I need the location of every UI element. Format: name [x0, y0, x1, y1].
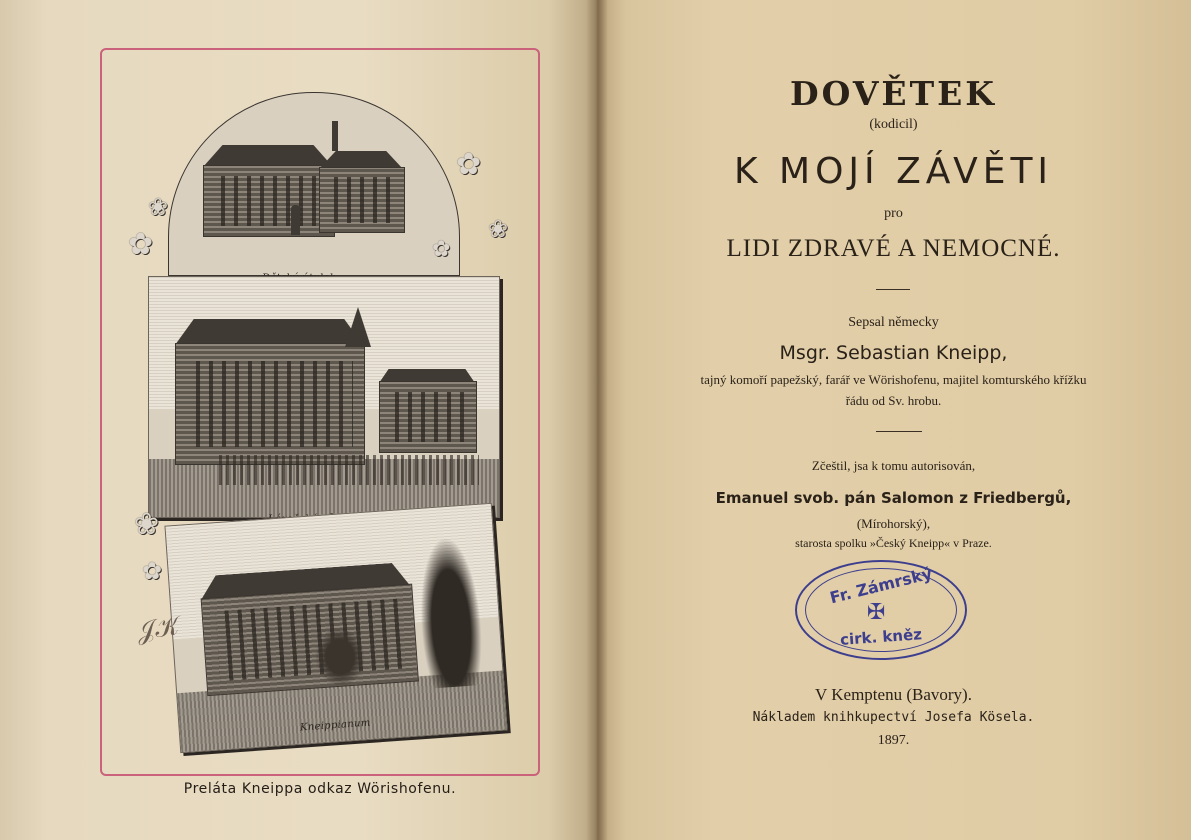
monogram-icon: 𝒥𝒦	[135, 611, 181, 646]
title-line-3: LIDI ZDRAVÉ A NEMOCNÉ.	[726, 235, 1061, 262]
author-intro: Sepsal německy	[848, 315, 939, 330]
divider	[876, 431, 922, 432]
author-description-2: řádu od Sv. hrobu.	[845, 393, 942, 408]
title-connector: pro	[884, 206, 903, 221]
translator-name: Emanuel svob. pán Salomon z Friedbergů,	[715, 489, 1072, 507]
publication-place: V Kemptenu (Bavory).	[815, 685, 972, 704]
flower-ornament-icon: ✿	[128, 228, 154, 261]
plate-3-caption: Kneippianum	[299, 717, 371, 734]
flower-ornament-icon: ✿	[142, 559, 163, 585]
page-title: DOVĚTEK	[790, 74, 997, 113]
translator-role: starosta spolku »Český Kneipp« v Praze.	[795, 536, 992, 550]
publisher: Nákladem knihkupectví Josefa Kösela.	[752, 710, 1035, 725]
title-parenthetical: (kodicil)	[869, 117, 918, 132]
author-description-1: tajný komoří papežský, farář ve Wörishofenu, majitel komturského křížku	[700, 372, 1087, 387]
stamp-top-text: Fr. Zámrský	[827, 563, 935, 608]
frontispiece-caption: Preláta Kneippa odkaz Wörishofenu.	[183, 781, 457, 797]
publication-year: 1897.	[877, 733, 910, 748]
flower-ornament-icon: ✿	[432, 236, 451, 261]
divider	[876, 289, 910, 290]
title-line-2: K MOJÍ ZÁVĚTI	[733, 151, 1054, 192]
flower-ornament-icon: ❀	[134, 508, 160, 541]
flower-ornament-icon: ✿	[456, 148, 482, 181]
plate-spa-house	[148, 276, 500, 518]
translator-alias: (Mírohorský),	[856, 516, 931, 531]
translation-note: Zčeštil, jsa k tomu autorisován,	[811, 458, 976, 473]
flower-ornament-icon: ❀	[148, 195, 169, 221]
plate-kneippianum	[164, 503, 507, 753]
ornament-icon: ✠	[867, 600, 886, 625]
ownership-stamp	[795, 560, 967, 660]
flower-ornament-icon: ❀	[488, 217, 509, 243]
author-name: Msgr. Sebastian Kneipp,	[779, 342, 1008, 364]
stamp-bottom-text: cirk. kněz	[839, 625, 923, 649]
